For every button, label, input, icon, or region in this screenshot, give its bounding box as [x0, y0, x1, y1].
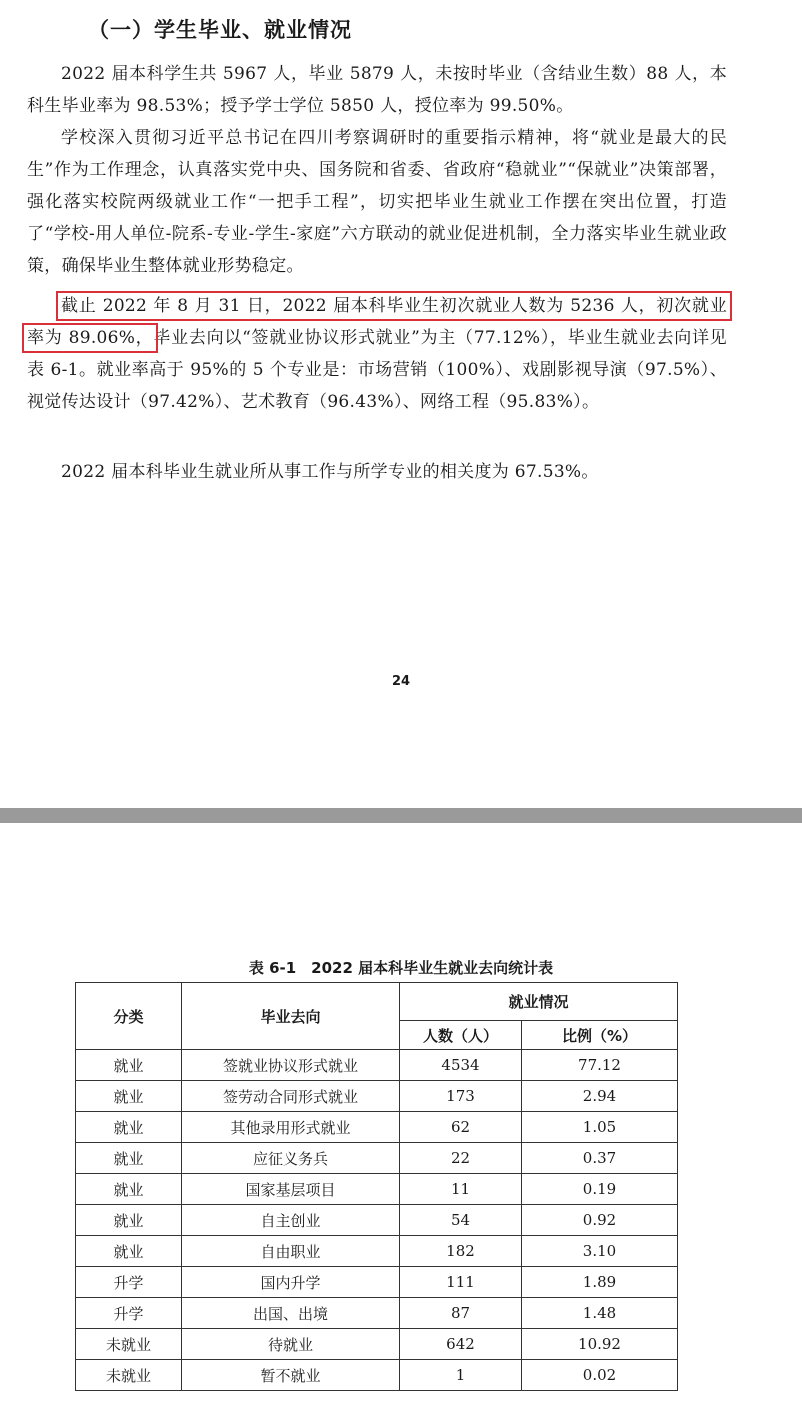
cell-ratio: 10.92 [522, 1329, 678, 1360]
section-heading: （一）学生毕业、就业情况 [88, 18, 352, 42]
cell-destination: 出国、出境 [182, 1298, 400, 1329]
cell-category: 就业 [76, 1050, 182, 1081]
cell-category: 就业 [76, 1236, 182, 1267]
table-row [76, 1112, 678, 1143]
cell-destination: 应征义务兵 [182, 1143, 400, 1174]
page-number: 24 [391, 674, 411, 689]
paragraph-major-relevance: 2022 届本科毕业生就业所从事工作与所学专业的相关度为 67.53%。 [61, 462, 599, 482]
cell-ratio: 0.92 [522, 1205, 678, 1236]
document-page-lower [0, 823, 802, 1424]
cell-category: 未就业 [76, 1360, 182, 1391]
cell-category: 就业 [76, 1174, 182, 1205]
table-row [76, 1050, 678, 1081]
cell-category: 升学 [76, 1267, 182, 1298]
cell-category: 就业 [76, 1112, 182, 1143]
employment-rate-detail: 毕业去向以“签就业协议形式就业”为主（77.12%），毕业生就业去向详见表 6-1。就业率高于 95%的 5 个专业是：市场营销（100%）、戏剧影视导演（97.5%）、视觉传达设计（97.42%）、艺术教育（96.43%）、网络工程（95.83%）。 [27, 328, 727, 412]
cell-count: 62 [400, 1112, 522, 1143]
cell-count: 642 [400, 1329, 522, 1360]
highlighted-employment-rate: 截止 2022 年 8 月 31 日，2022 届本科毕业生初次就业人数为 5236 人，初次就业率为 89.06%， [27, 296, 727, 348]
table-row [76, 1267, 678, 1298]
cell-ratio: 2.94 [522, 1081, 678, 1112]
cell-count: 111 [400, 1267, 522, 1298]
header-ratio: 比例（%） [522, 1021, 678, 1050]
table-row [76, 1205, 678, 1236]
cell-count: 87 [400, 1298, 522, 1329]
table-row [76, 1174, 678, 1205]
table-title: 表 6-1 2022 届本科毕业生就业去向统计表 [248, 959, 554, 977]
cell-count: 173 [400, 1081, 522, 1112]
cell-ratio: 77.12 [522, 1050, 678, 1081]
cell-ratio: 1.89 [522, 1267, 678, 1298]
header-category: 分类 [76, 983, 182, 1050]
header-employment: 就业情况 [400, 983, 678, 1021]
cell-destination: 国内升学 [182, 1267, 400, 1298]
cell-ratio: 0.02 [522, 1360, 678, 1391]
paragraph-employment-policy: 学校深入贯彻习近平总书记在四川考察调研时的重要指示精神，将“就业是最大的民生”作为工作理念，认真落实党中央、国务院和省委、省政府“稳就业”“保就业”决策部署，强化落实校院两级就业工作“一把手工程”，切实把毕业生就业工作摆在突出位置，打造了“学校-用人单位-院系-专业-学生-家庭”六方联动的就业促进机制，全力落实毕业生就业政策，确保毕业生整体就业形势稳定。 [27, 128, 727, 276]
page-separator [0, 808, 802, 823]
cell-ratio: 1.48 [522, 1298, 678, 1329]
cell-count: 182 [400, 1236, 522, 1267]
cell-ratio: 0.37 [522, 1143, 678, 1174]
cell-count: 11 [400, 1174, 522, 1205]
cell-ratio: 0.19 [522, 1174, 678, 1205]
table-row [76, 1329, 678, 1360]
cell-count: 54 [400, 1205, 522, 1236]
cell-destination: 国家基层项目 [182, 1174, 400, 1205]
cell-category: 就业 [76, 1081, 182, 1112]
table-row [76, 1298, 678, 1329]
header-destination: 毕业去向 [182, 983, 400, 1050]
cell-category: 升学 [76, 1298, 182, 1329]
cell-destination: 自主创业 [182, 1205, 400, 1236]
cell-category: 就业 [76, 1143, 182, 1174]
table-row [76, 1236, 678, 1267]
employment-destination-table [75, 982, 678, 1391]
paragraph-employment-rate [27, 290, 727, 418]
table-row [76, 1081, 678, 1112]
table-row [76, 1360, 678, 1391]
cell-category: 未就业 [76, 1329, 182, 1360]
cell-destination: 签劳动合同形式就业 [182, 1081, 400, 1112]
header-count: 人数（人） [400, 1021, 522, 1050]
paragraph-graduation-stats: 2022 届本科学生共 5967 人，毕业 5879 人，未按时毕业（含结业生数）88 人，本科生毕业率为 98.53%；授予学士学位 5850 人，授位率为 99.50%。 [27, 64, 727, 116]
cell-destination: 自由职业 [182, 1236, 400, 1267]
cell-destination: 暂不就业 [182, 1360, 400, 1391]
cell-count: 22 [400, 1143, 522, 1174]
cell-ratio: 1.05 [522, 1112, 678, 1143]
cell-count: 4534 [400, 1050, 522, 1081]
cell-destination: 其他录用形式就业 [182, 1112, 400, 1143]
cell-count: 1 [400, 1360, 522, 1391]
cell-ratio: 3.10 [522, 1236, 678, 1267]
cell-category: 就业 [76, 1205, 182, 1236]
table-row [76, 1143, 678, 1174]
cell-destination: 待就业 [182, 1329, 400, 1360]
table-header-row [76, 983, 678, 1021]
cell-destination: 签就业协议形式就业 [182, 1050, 400, 1081]
